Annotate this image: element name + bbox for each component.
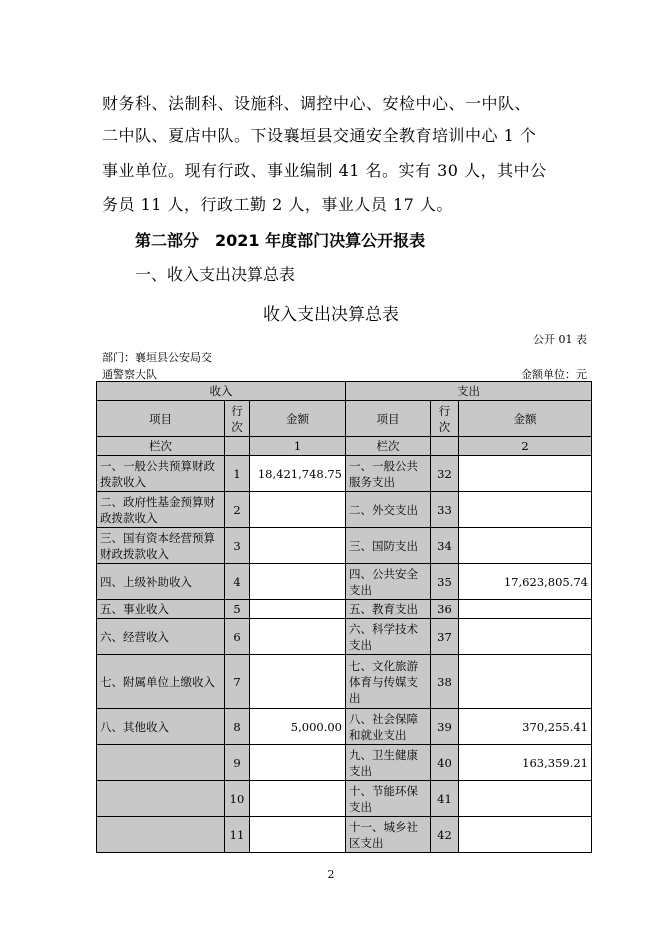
income-column-label: 栏次 <box>97 437 225 456</box>
department-line-1: 部门：襄垣县公安局交 <box>102 351 212 364</box>
expense-item-header: 项目 <box>346 401 431 437</box>
table-title: 收入支出决算总表 <box>263 305 399 325</box>
income-row-no: 4 <box>225 564 250 600</box>
income-amount <box>250 781 346 817</box>
department-line-2: 通警察大队 <box>102 368 157 381</box>
expense-item: 八、社会保障和就业支出 <box>346 709 431 745</box>
expense-row-no: 35 <box>431 564 459 600</box>
expense-row-no: 38 <box>431 655 459 709</box>
expense-row-no: 36 <box>431 600 459 619</box>
expense-item: 六、科学技术支出 <box>346 619 431 655</box>
expense-item: 五、教育支出 <box>346 600 431 619</box>
expense-item: 七、文化旅游体育与传媒支出 <box>346 655 431 709</box>
expense-item: 十、节能环保支出 <box>346 781 431 817</box>
table-row <box>97 619 592 655</box>
income-amount <box>250 655 346 709</box>
income-row-no-header: 行次 <box>225 401 250 437</box>
subsection-heading: 一、收入支出决算总表 <box>135 265 296 284</box>
income-row-no: 8 <box>225 709 250 745</box>
expense-row-no: 37 <box>431 619 459 655</box>
table-row <box>97 817 592 853</box>
income-item: 七、附属单位上缴收入 <box>97 655 225 709</box>
income-item <box>97 817 225 853</box>
income-amount <box>250 492 346 528</box>
income-row-no: 10 <box>225 781 250 817</box>
expense-item: 十一、城乡社区支出 <box>346 817 431 853</box>
table-row <box>97 456 592 492</box>
expense-row-no: 34 <box>431 528 459 564</box>
expense-row-no: 32 <box>431 456 459 492</box>
body-line-4: 务员 11 人，行政工勤 2 人，事业人员 17 人。 <box>102 195 453 214</box>
expense-amount <box>459 492 592 528</box>
income-expense-table <box>96 381 592 853</box>
income-item: 五、事业收入 <box>97 600 225 619</box>
expense-column-label: 栏次 <box>346 437 431 456</box>
table-row <box>97 564 592 600</box>
expense-amount-header: 金额 <box>459 401 592 437</box>
income-amount <box>250 745 346 781</box>
income-row-no: 7 <box>225 655 250 709</box>
expense-row-no: 39 <box>431 709 459 745</box>
expense-column-number: 2 <box>459 437 592 456</box>
expense-amount <box>459 456 592 492</box>
expense-row-no: 33 <box>431 492 459 528</box>
table-row <box>97 492 592 528</box>
income-item: 八、其他收入 <box>97 709 225 745</box>
expense-item: 三、国防支出 <box>346 528 431 564</box>
amount-unit: 金额单位：元 <box>521 368 587 381</box>
income-item <box>97 745 225 781</box>
income-row-no: 1 <box>225 456 250 492</box>
body-line-2: 二中队、夏店中队。下设襄垣县交通安全教育培训中心 1 个 <box>102 126 537 145</box>
income-row-no: 9 <box>225 745 250 781</box>
table-row <box>97 528 592 564</box>
income-item: 二、政府性基金预算财政拨款收入 <box>97 492 225 528</box>
table-row <box>97 600 592 619</box>
expense-amount <box>459 528 592 564</box>
expense-amount: 17,623,805.74 <box>459 564 592 600</box>
income-amount-header: 金额 <box>250 401 346 437</box>
income-item: 四、上级补助收入 <box>97 564 225 600</box>
table-row <box>97 655 592 709</box>
income-row-no: 6 <box>225 619 250 655</box>
income-amount <box>250 600 346 619</box>
expense-amount <box>459 781 592 817</box>
income-item: 三、国有资本经营预算财政拨款收入 <box>97 528 225 564</box>
income-header: 收入 <box>97 382 346 401</box>
expense-amount <box>459 655 592 709</box>
expense-item: 四、公共安全支出 <box>346 564 431 600</box>
income-amount <box>250 619 346 655</box>
body-line-1: 财务科、法制科、设施科、调控中心、安检中心、一中队、 <box>102 94 532 113</box>
income-column-number: 1 <box>250 437 346 456</box>
income-row-no: 5 <box>225 600 250 619</box>
income-amount: 5,000.00 <box>250 709 346 745</box>
income-item: 一、一般公共预算财政拨款收入 <box>97 456 225 492</box>
income-amount <box>250 528 346 564</box>
income-item <box>97 781 225 817</box>
expense-amount <box>459 619 592 655</box>
page-number: 2 <box>327 868 335 881</box>
form-number: 公开 01 表 <box>533 333 587 346</box>
expense-amount: 370,255.41 <box>459 709 592 745</box>
expense-amount <box>459 600 592 619</box>
income-amount <box>250 564 346 600</box>
section-heading: 第二部分 2021 年度部门决算公开报表 <box>135 231 426 250</box>
table-row <box>97 745 592 781</box>
income-row-no: 3 <box>225 528 250 564</box>
expense-row-no: 40 <box>431 745 459 781</box>
expense-item: 九、卫生健康支出 <box>346 745 431 781</box>
expense-item: 二、外交支出 <box>346 492 431 528</box>
expense-header: 支出 <box>346 382 592 401</box>
expense-item: 一、一般公共服务支出 <box>346 456 431 492</box>
income-item: 六、经营收入 <box>97 619 225 655</box>
expense-row-no: 41 <box>431 781 459 817</box>
expense-row-no: 42 <box>431 817 459 853</box>
income-row-no: 11 <box>225 817 250 853</box>
expense-amount <box>459 817 592 853</box>
table-row <box>97 709 592 745</box>
income-amount: 18,421,748.75 <box>250 456 346 492</box>
income-row-no: 2 <box>225 492 250 528</box>
body-line-3: 事业单位。现有行政、事业编制 41 名。实有 30 人，其中公 <box>102 161 547 180</box>
table-row <box>97 781 592 817</box>
income-item-header: 项目 <box>97 401 225 437</box>
expense-amount: 163,359.21 <box>459 745 592 781</box>
income-amount <box>250 817 346 853</box>
expense-row-no-header: 行次 <box>431 401 459 437</box>
